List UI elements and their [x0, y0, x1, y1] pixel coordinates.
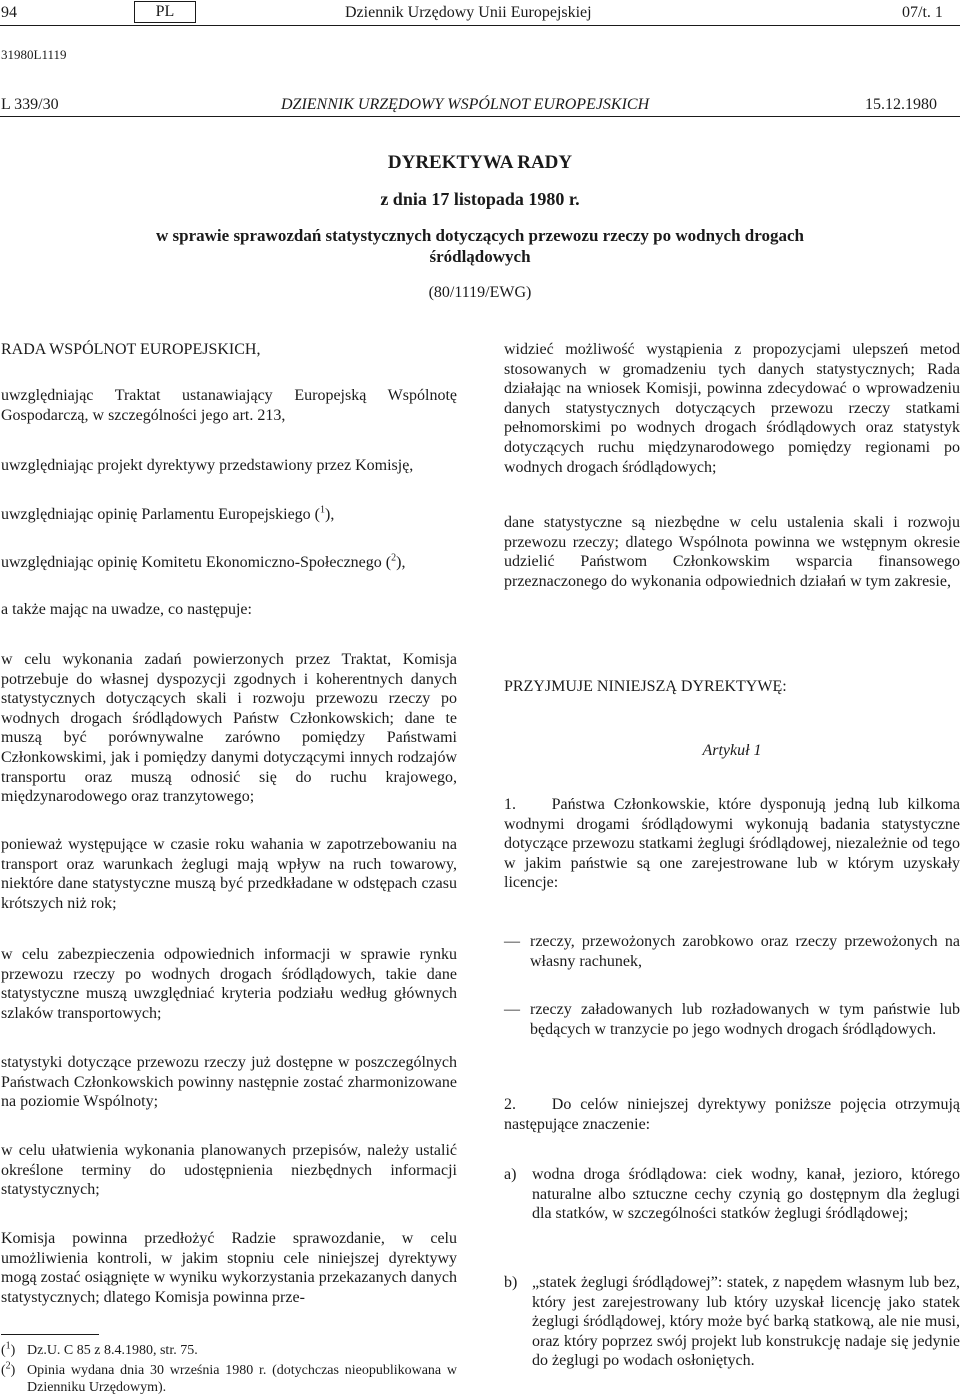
article-1-paragraph-1: 1. Państwa Członkowskie, które dysponują jedną lub kilkoma wodnymi drogami śródlądowymi wykonują badania statystyczne dotyczące przewozu statkami żeglugi śródlądowej, niezależnie od tego w jakim państwie są one zarejestrowane lub w którym uzyskały licencje:: [504, 796, 960, 892]
definition-b: b) „statek żeglugi śródlądowej”: statek, z napędem własnym lub bez, który jest zarejestrowany lub który uzyskał licencję jako statek żeglugi śródlądowej, który może być barką statkową, ale nie musi, oraz który poprzez swój projekt lub konstrukcję nadaje się jedynie do żeglugi po wodach osłoniętych.: [504, 1274, 960, 1370]
article-1-heading: Artykuł 1: [702, 742, 762, 759]
act-subject-line-1: w sprawie sprawozdań statystycznych dotyczących przewozu rzeczy po wodnych drogach: [156, 226, 804, 245]
whereas-7: dane statystyczne są niezbędne w celu ustalenia skali i rozwoju przewozu rzeczy; dlatego Wspólnota powinna we wstępnym okresie udzielić Państwom Członkowskim wsparcia finansowego przeznaczonego do wykonania odpowiednich działań w tym zakresie,: [504, 514, 960, 590]
footnote-rule: [1, 1334, 99, 1335]
recital-esc: uwzględniając opinię Komitetu Ekonomiczno-Społecznego ($^2$),: [1, 552, 406, 571]
recital-proposal: uwzględniając projekt dyrektywy przedstawiony przez Komisję,: [1, 457, 414, 474]
footnote-2: ($^2$) Opinia wydana dnia 30 września 1980 r. (dotychczas nieopublikowana w Dzienniku Urzędowym).: [1, 1360, 457, 1395]
footnote-ref-1: 1: [320, 504, 326, 516]
language-badge: PL: [134, 1, 196, 23]
page-number: 94: [1, 4, 17, 21]
adoption-formula: PRZYJMUJE NINIEJSZĄ DYREKTYWĘ:: [504, 678, 787, 695]
act-subject-line-2: śródlądowych: [429, 247, 531, 266]
whereas-6-continued: widzieć możliwość wystąpienia z propozycjami ulepszeń metod stosowanych w gromadzeniu tych danych statystycznych; Rada działając na wniosek Komisji, powinna zdecydować o wprowadzeniu danych statystycznych dotyczących przewozu rzeczy statkami pełnomorskimi po wodnych drogach śródlądowych oraz statystyk dotyczących ruchu międzynarodowego pomiędzy regionami po wodnych drogach śródlądowych;: [504, 341, 960, 476]
act-number: (80/1119/EWG): [428, 284, 532, 301]
indent-1: — rzeczy, przewożonych zarobkowo oraz rzeczy przewożonych na własny rachunek,: [504, 933, 960, 970]
act-type: DYREKTYWA RADY: [387, 152, 573, 173]
original-journal: DZIENNIK URZĘDOWY WSPÓLNOT EUROPEJSKICH: [281, 96, 650, 113]
article-1-paragraph-2: 2. Do celów niniejszej dyrektywy poniższe pojęcia otrzymują następujące znaczenie:: [504, 1096, 960, 1133]
journal-title: Dziennik Urzędowy Unii Europejskiej: [345, 4, 592, 21]
indent-2: — rzeczy załadowanych lub rozładowanych w tym państwie lub będących w tranzycie po jego wodnych drogach śródlądowych.: [504, 1001, 960, 1038]
recital-whereas-intro: a także mając na uwadze, co następuje:: [1, 601, 252, 618]
footnote-1: ($^1$) Dz.U. C 85 z 8.4.1980, str. 75.: [1, 1340, 198, 1358]
footnote-ref-2: 2: [391, 552, 397, 564]
original-header-rule: [0, 116, 960, 117]
whereas-1: w celu wykonania zadań powierzonych przez Traktat, Komisja potrzebuje do własnej dyspozycji zgodnych i koherentnych danych statystycznych dotyczących skali i rozwoju przewozu rzeczy po wodnych drogach śródlądowych Państw Członkowskich; dane te muszą być porównywalne zarówno pomiędzy Państwami Członkowskimi, jak i pomiędzy danymi dotyczącymi innych rodzajów transportu oraz muszą odnosić się do ruchu krajowego, międzynarodowego oraz tranzytowego;: [1, 651, 457, 806]
whereas-3: w celu zabezpieczenia odpowiednich informacji w sprawie rynku przewozu rzeczy po wodnych drogach śródlądowych, takie dane statystyczne muszą uwzględniać kryteria podziału według głównych szlaków transportowych;: [1, 946, 457, 1022]
whereas-2: ponieważ występujące w czasie roku wahania w zapotrzebowaniu na transport oraz warunkach żeglugi mają wpływ na ruch towarowy, niektóre dane statystyczne muszą być przedkładane w odstępach czasu krótszych niż rok;: [1, 836, 457, 912]
recital-treaty: uwzględniając Traktat ustanawiający Europejską Wspólnotę Gospodarczą, w szczególności jego art. 213,: [1, 387, 457, 424]
whereas-4: statystyki dotyczące przewozu rzeczy już dostępne w poszczególnych Państwach Członkowskich powinny następnie zostać zharmonizowane na poziomie Wspólnoty;: [1, 1054, 457, 1111]
original-reference: L 339/30: [1, 96, 59, 113]
whereas-6: Komisja powinna przedłożyć Radzie sprawozdanie, w celu umożliwienia kontroli, w jakim stopniu cele niniejszej dyrektywy mogą zostać osiągnięte w wyniku wykorzystania przekazanych danych statystycznych; dlatego Komisja powinna prze-: [1, 1230, 457, 1306]
header-rule: [0, 25, 960, 26]
celex-number: 31980L1119: [1, 47, 67, 62]
original-date: 15.12.1980: [865, 96, 937, 113]
whereas-5: w celu ułatwienia wykonania planowanych przepisów, należy ustalić określone terminy do udostępnienia niezbędnych informacji statystycznych;: [1, 1142, 457, 1199]
chapter-volume: 07/t. 1: [902, 4, 943, 21]
recital-parliament: uwzględniając opinię Parlamentu Europejskiego ($^1$),: [1, 504, 335, 523]
definition-a: a) wodna droga śródlądowa: ciek wodny, kanał, jezioro, którego naturalne albo sztuczne cechy czynią go dostępnym dla żeglugi dla statków, w szczególności statków żeglugi śródlądowej;: [504, 1166, 960, 1223]
act-date: z dnia 17 listopada 1980 r.: [380, 189, 580, 209]
council-heading: RADA WSPÓLNOT EUROPEJSKICH,: [1, 341, 261, 358]
